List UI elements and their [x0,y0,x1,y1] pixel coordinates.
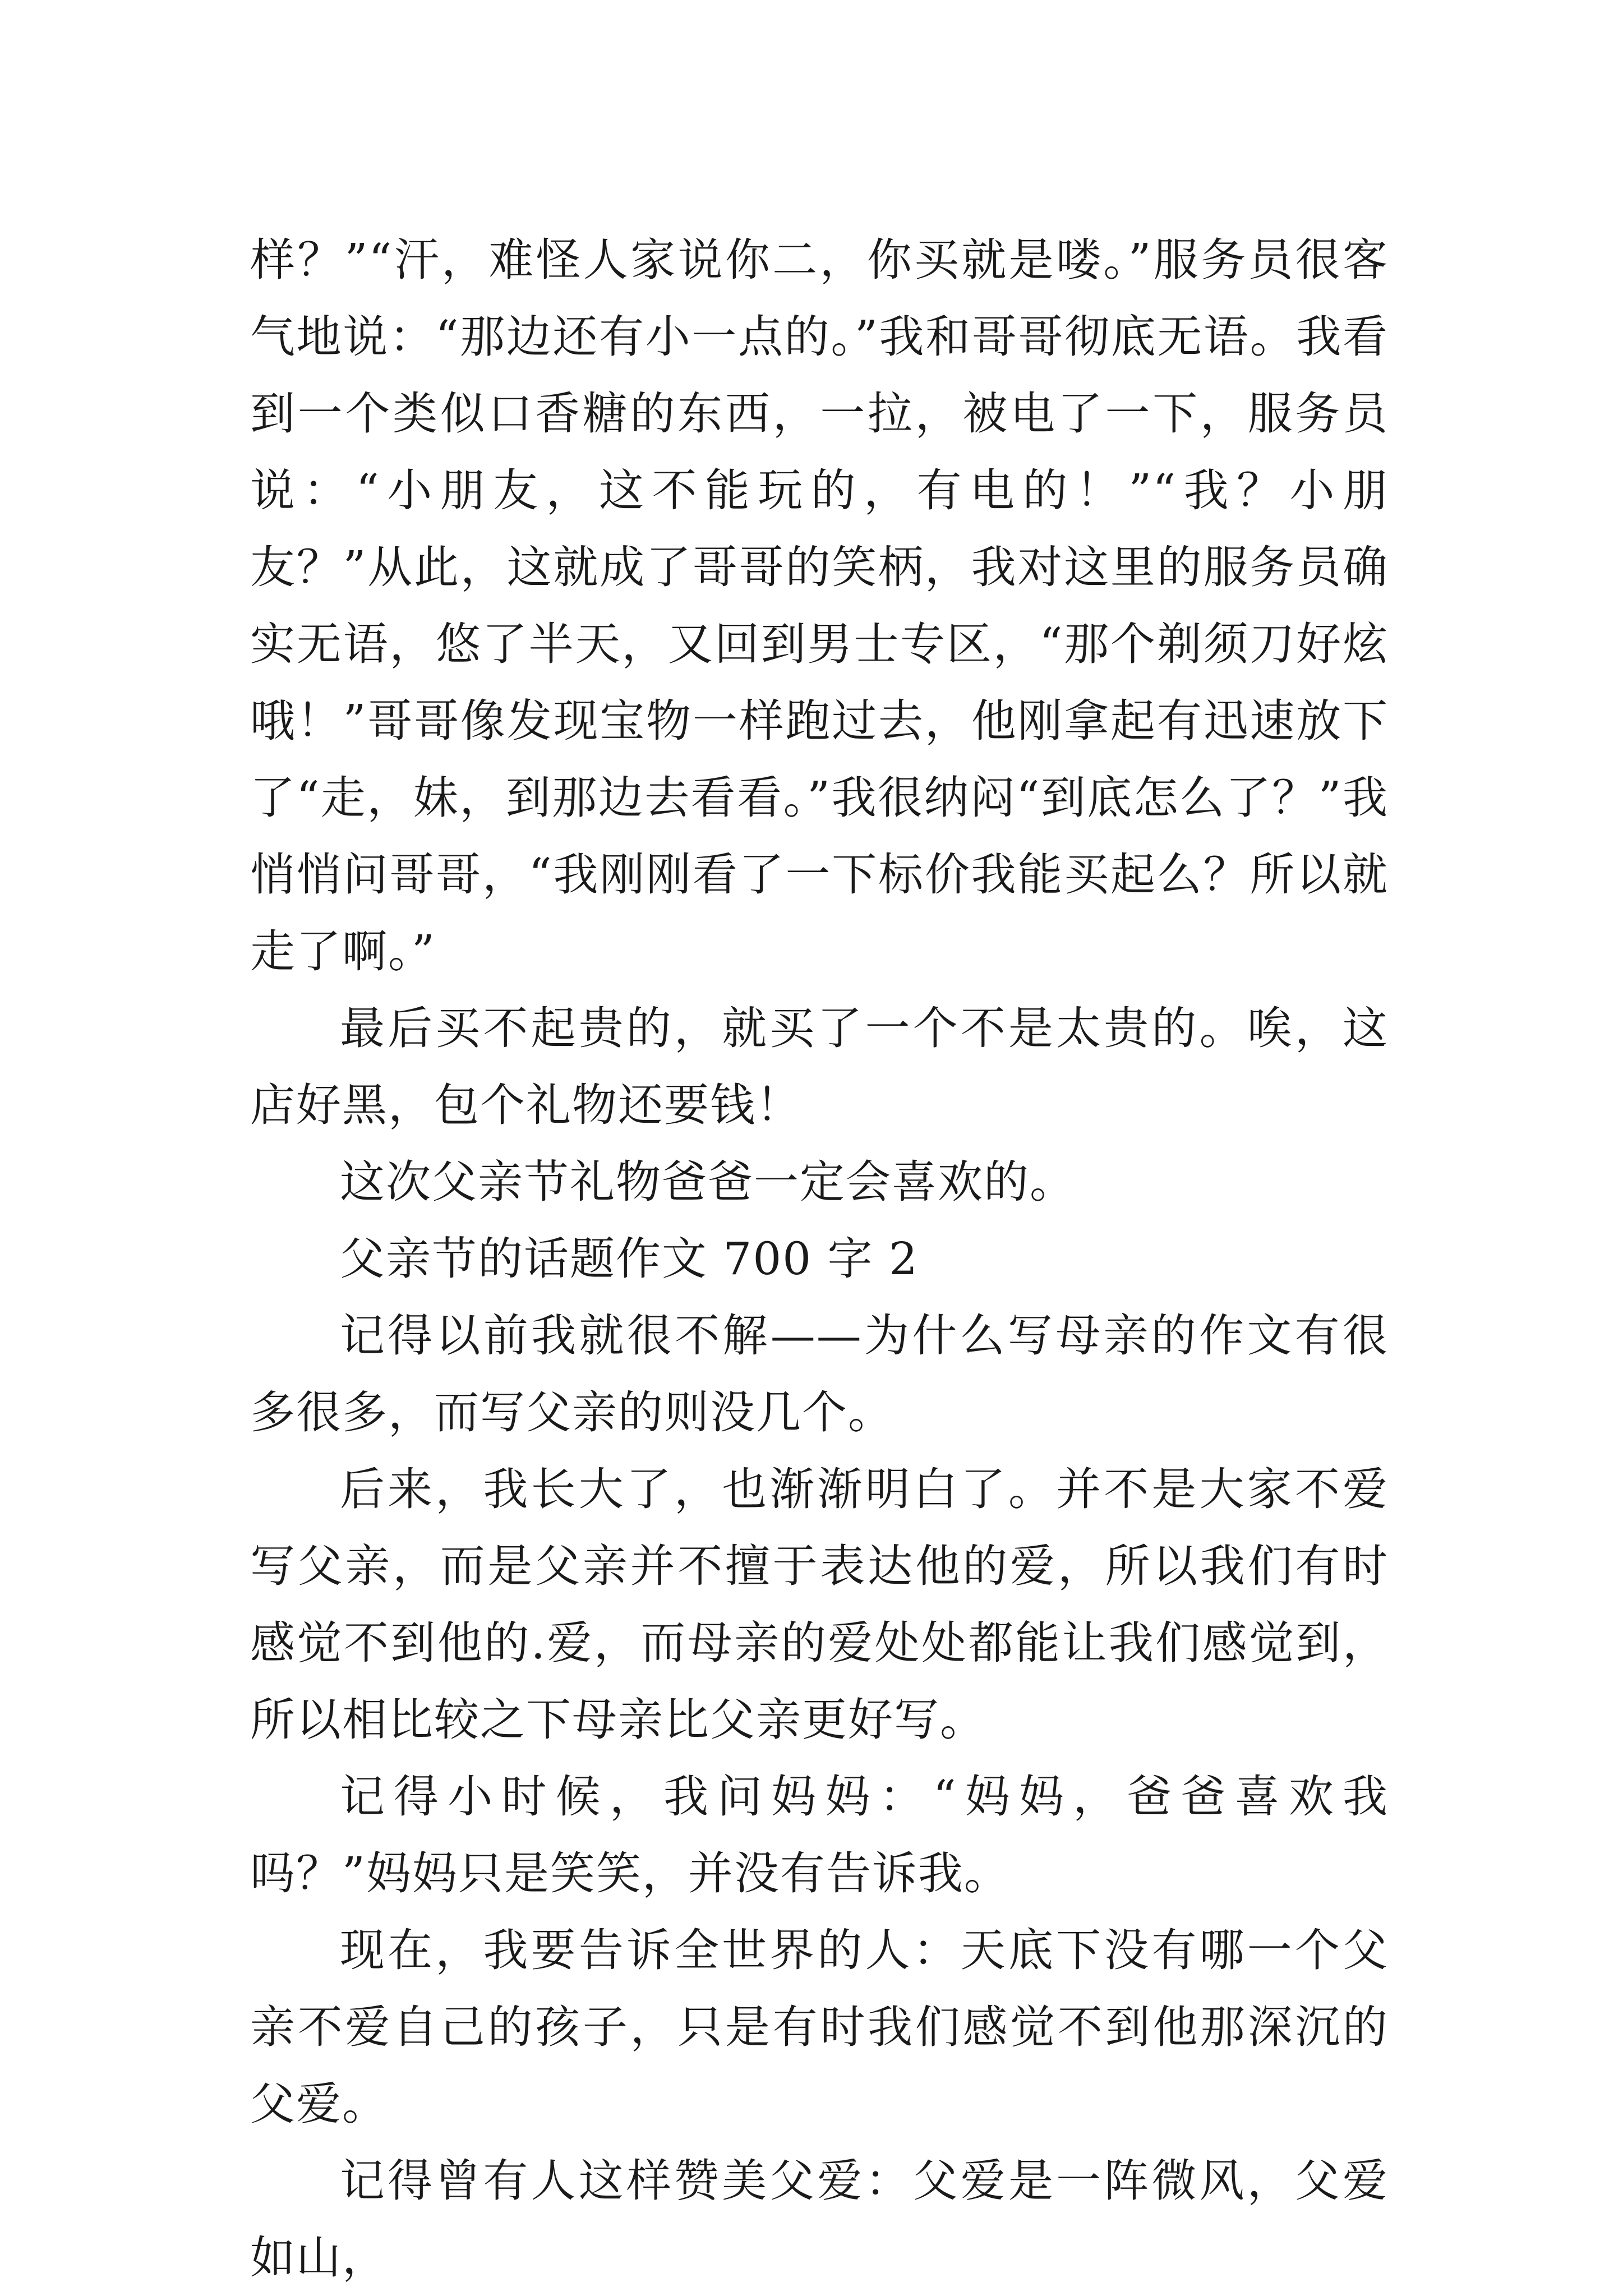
paragraph-asked-mom: 记得小时候，我问妈妈：“妈妈，爸爸喜欢我吗？”妈妈只是笑笑，并没有告诉我。 [250,1771,1389,1899]
paragraph-tell-world: 现在，我要告诉全世界的人：天底下没有哪一个父亲不爱自己的孩子，只是有时我们感觉不到他那深沉的父爱。 [250,1924,1389,2130]
essay-title-2: 父亲节的话题作文 700 字 2 [340,1233,919,1285]
essay-body [250,222,1389,2296]
paragraph-shop-continuation: 样？”“汗，难怪人家说你二，你买就是喽。”服务员很客气地说：“那边还有小一点的。”我和哥哥彻底无语。我看到一个类似口香糖的东西，一拉，被电了一下，服务员说：“小朋友，这不能玩的，有电的！”“我？小朋友？”从此，这就成了哥哥的笑柄，我对这里的服务员确实无语，悠了半天，又回到男士专区，“那个剃须刀好炫哦！”哥哥像发现宝物一样跑过去，他刚拿起有迅速放下了“走，妹，到那边去看看。”我很纳闷“到底怎么了？”我悄悄问哥哥，“我刚刚看了一下标价我能买起么？所以就走了啊。” [250,234,1389,978]
paragraph-bought-cheap: 最后买不起贵的，就买了一个不是太贵的。唉，这店好黑，包个礼物还要钱！ [250,1002,1389,1131]
paragraph-dad-will-like: 这次父亲节礼物爸爸一定会喜欢的。 [340,1156,1076,1208]
paragraph-grew-up: 后来，我长大了，也渐渐明白了。并不是大家不爱写父亲，而是父亲并不擅于表达他的爱，所以我们有时感觉不到他的.爱，而母亲的爱处处都能让我们感觉到，所以相比较之下母亲比父亲更好写。 [250,1463,1389,1746]
paragraph-remember-before: 记得以前我就很不解——为什么写母亲的作文有很多很多，而写父亲的则没几个。 [250,1310,1389,1439]
paragraph-praise-father: 记得曾有人这样赞美父爱：父爱是一阵微风，父爱如山， [250,2155,1389,2284]
